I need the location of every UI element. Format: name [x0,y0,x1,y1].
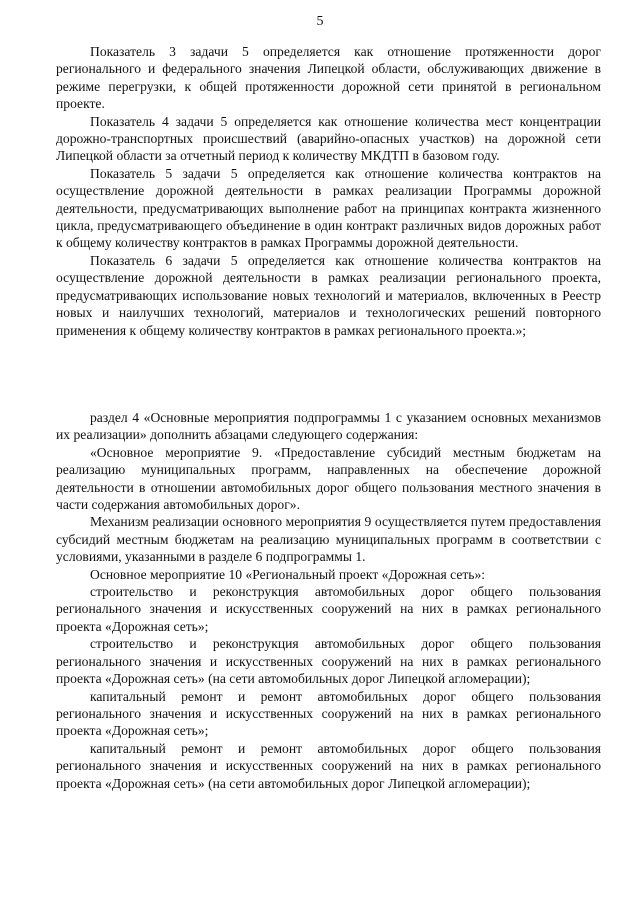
paragraph-main-activity-9: «Основное мероприятие 9. «Предоставление субсидий местным бюджетам на реализацию муниципальных программ, направленных на обеспечение дорожной деятельности в отношении автомобильных дорог общего пользования местного значения в части содержания автомобильных дорог». [56,444,601,513]
paragraph-indicator-6: Показатель 6 задачи 5 определяется как отношение количества контрактов на осуществление дорожной деятельности в рамках реализации регионального проекта, предусматривающих использование новых технологий и материалов, включенных в Реестр новых и наилучших технологий, материалов и технологических решений повторного применения к общему количеству контрактов в рамках регионального проекта.»; [56,252,601,338]
paragraph-construction-agglomeration: строительство и реконструкция автомобильных дорог общего пользования регионального значения и искусственных сооружений на них в рамках регионального проекта «Дорожная сеть» (на сети автомобильных дорог Липецкой агломерации); [56,636,601,687]
paragraph-mechanism-9: Механизм реализации основного мероприятия 9 осуществляется путем предоставления субсидий местным бюджетам на реализацию муниципальных программ в соответствии с условиями, указанными в разделе 6 подпрограммы 1. [56,514,601,565]
paragraph-repair: капитальный ремонт и ремонт автомобильных дорог общего пользования регионального значения и искусственных сооружений на них в рамках регионального проекта «Дорожная сеть»; [56,688,601,739]
paragraph-main-activity-10: Основное мероприятие 10 «Региональный проект «Дорожная сеть»: [90,566,486,582]
page-number: 5 [316,14,324,29]
section-two-text [56,409,601,792]
paragraph-indicator-4: Показатель 4 задачи 5 определяется как отношение количества мест концентрации дорожно-транспортных происшествий (аварийно-опасных участков) на дорожной сети Липецкой области за отчетный период к количеству МКДТП в базовом году. [56,113,601,164]
paragraph-indicator-5: Показатель 5 задачи 5 определяется как отношение количества контрактов на осуществление дорожной деятельности в рамках реализации Программы дорожной деятельности, предусматривающих выполнение работ на принципах контракта жизненного цикла, предусматривающего объединение в один контракт различных видов дорожных работ к общему количеству контрактов в рамках Программы дорожной деятельности. [56,165,601,251]
paragraph-section-4-intro: раздел 4 «Основные мероприятия подпрограммы 1 с указанием основных механизмов их реализации» дополнить абзацами следующего содержания: [56,410,601,443]
section-one-text [56,43,601,339]
paragraph-indicator-3: Показатель 3 задачи 5 определяется как отношение протяженности дорог регионального и федерального значения Липецкой области, обслуживающих движение в режиме перегрузки, к общей протяженности дорожной сети принятой в региональном проекте. [56,44,601,112]
paragraph-construction: строительство и реконструкция автомобильных дорог общего пользования регионального значения и искусственных сооружений на них в рамках регионального проекта «Дорожная сеть»; [56,584,601,634]
paragraph-repair-agglomeration: капитальный ремонт и ремонт автомобильных дорог общего пользования регионального значения и искусственных сооружений на них в рамках регионального проекта «Дорожная сеть» (на сети автомобильных дорог Липецкой агломерации); [56,740,601,791]
